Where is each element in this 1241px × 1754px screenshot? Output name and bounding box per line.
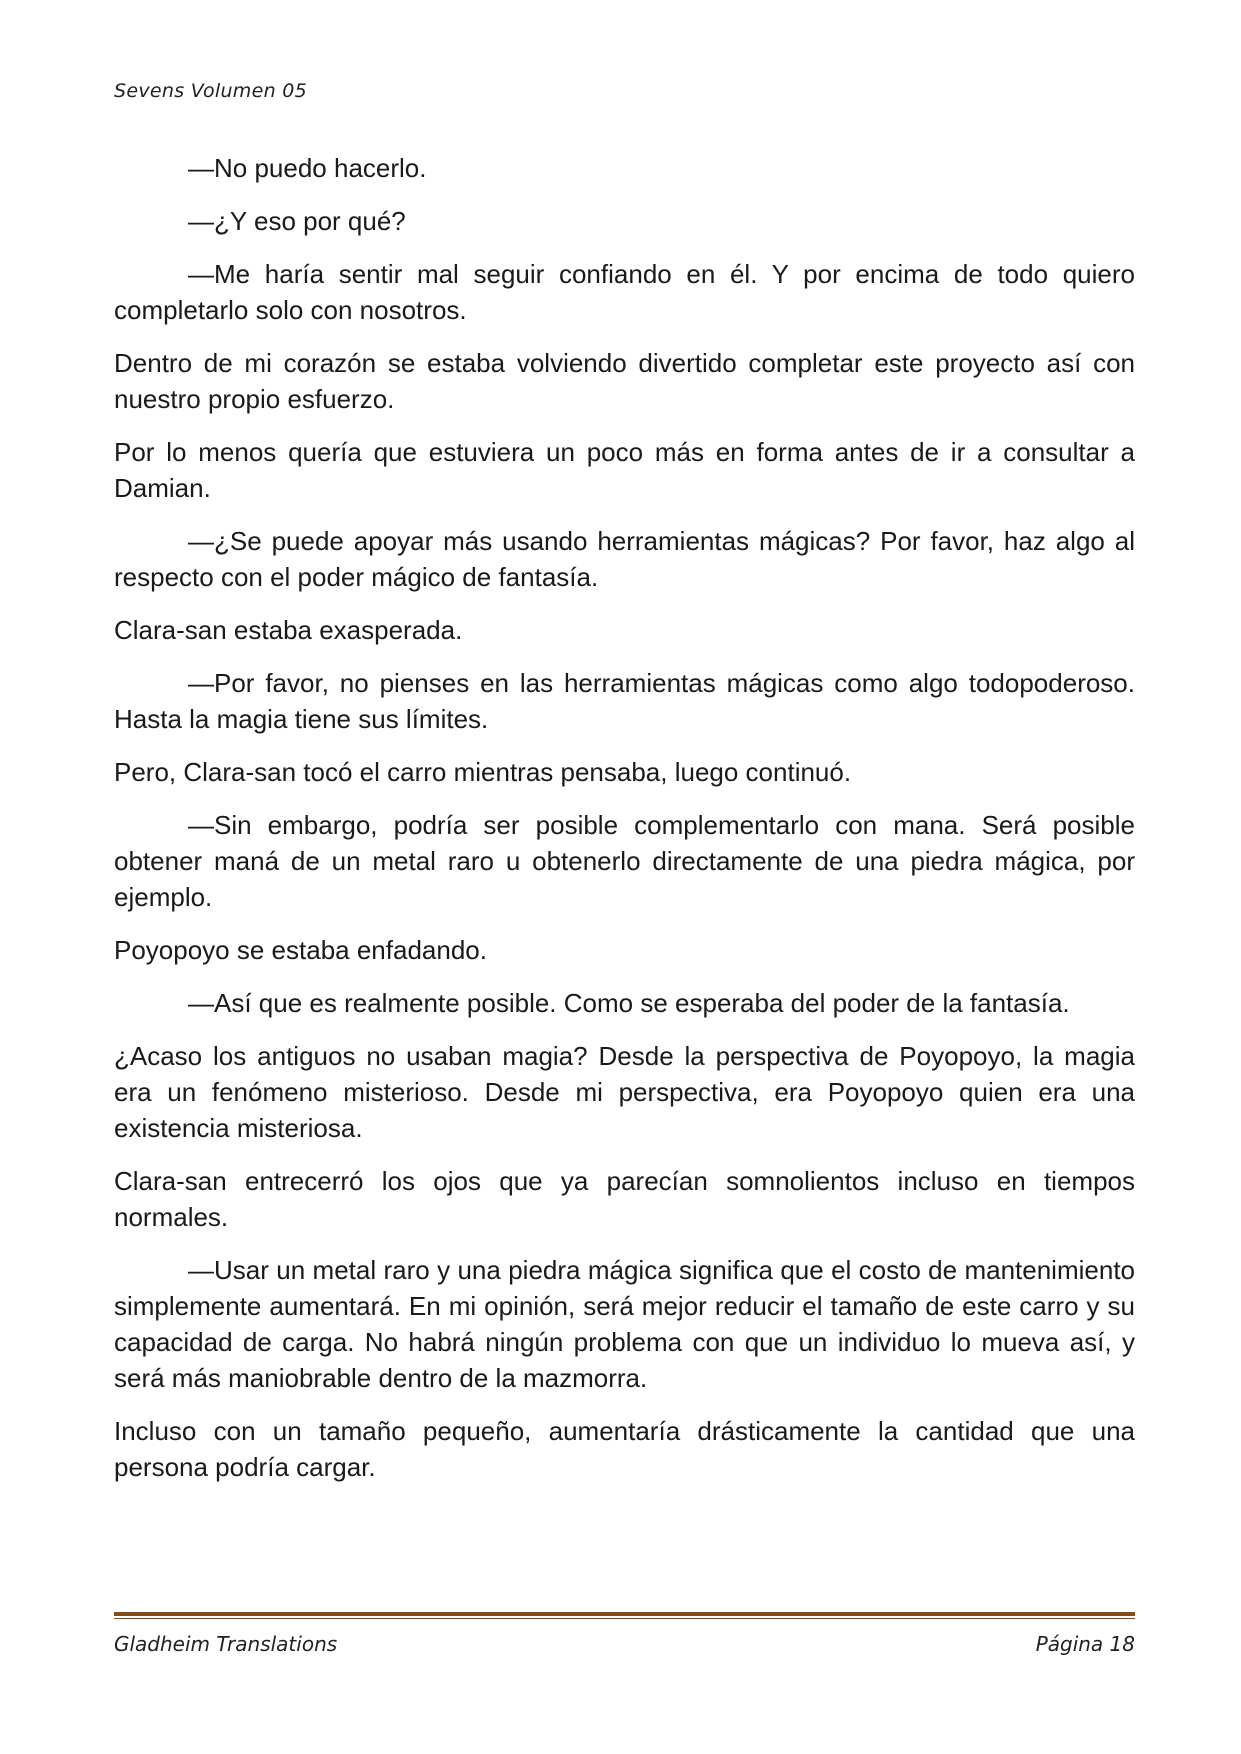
paragraph-8: —Por favor, no pienses en las herramientas mágicas como algo todopoderoso. Hasta la magia tiene sus límites.	[114, 668, 1135, 734]
paragraph-12: —Así que es realmente posible. Como se esperaba del poder de la fantasía.	[188, 988, 1070, 1018]
paragraph-15: —Usar un metal raro y una piedra mágica significa que el costo de mantenimiento simplemente aumentará. En mi opinión, será mejor reducir el tamaño de este carro y su capacidad de carga. No habrá ningún problema con que un individuo lo mueva así, y será más maniobrable dentro de la mazmorra.	[114, 1255, 1135, 1393]
paragraph-3: —Me haría sentir mal seguir confiando en él. Y por encima de todo quiero completarlo solo con nosotros.	[114, 259, 1135, 325]
paragraph-5: Por lo menos quería que estuviera un poco más en forma antes de ir a consultar a Damian.	[114, 437, 1135, 503]
footer-rule-thick	[114, 1612, 1135, 1616]
footer-page-number: Página 18	[1035, 1632, 1135, 1656]
paragraph-4: Dentro de mi corazón se estaba volviendo divertido completar este proyecto así con nuestro propio esfuerzo.	[114, 348, 1135, 414]
paragraph-1: —No puedo hacerlo.	[188, 153, 427, 183]
paragraph-14: Clara-san entrecerró los ojos que ya parecían somnolientos incluso en tiempos normales.	[114, 1166, 1135, 1232]
paragraph-7: Clara-san estaba exasperada.	[114, 615, 463, 645]
paragraph-2: —¿Y eso por qué?	[188, 206, 406, 236]
paragraph-9: Pero, Clara-san tocó el carro mientras pensaba, luego continuó.	[114, 757, 852, 787]
paragraph-13: ¿Acaso los antiguos no usaban magia? Desde la perspectiva de Poyopoyo, la magia era un fenómeno misterioso. Desde mi perspectiva, era Poyopoyo quien era una existencia misteriosa.	[114, 1041, 1135, 1143]
paragraph-6: —¿Se puede apoyar más usando herramientas mágicas? Por favor, haz algo al respecto con el poder mágico de fantasía.	[114, 526, 1135, 592]
footer-translator: Gladheim Translations	[114, 1632, 338, 1656]
paragraph-11: Poyopoyo se estaba enfadando.	[114, 935, 487, 965]
paragraph-10: —Sin embargo, podría ser posible complementarlo con mana. Será posible obtener maná de un metal raro u obtenerlo directamente de una piedra mágica, por ejemplo.	[114, 810, 1135, 912]
footer-rule-thin	[114, 1618, 1135, 1619]
paragraph-16: Incluso con un tamaño pequeño, aumentaría drásticamente la cantidad que una persona podría cargar.	[114, 1416, 1135, 1482]
body-text	[114, 150, 1135, 1502]
running-header-title: Sevens Volumen 05	[114, 80, 308, 102]
